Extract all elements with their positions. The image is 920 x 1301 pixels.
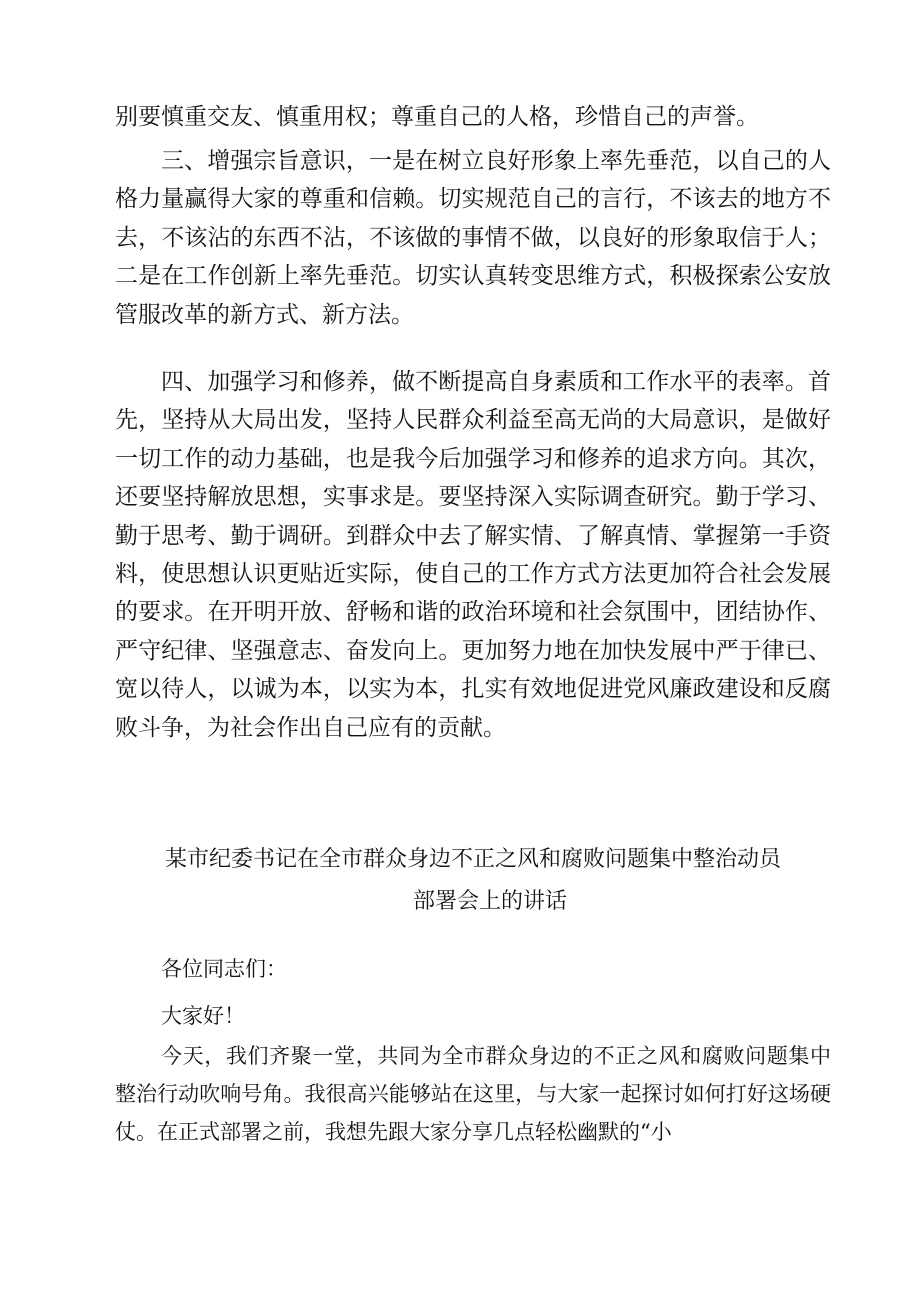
speech-salutation: 各位同志们： — [161, 957, 287, 981]
speech-title-line-1: 某市纪委书记在全市群众身边不正之风和腐败问题集中整治动员 — [164, 847, 781, 872]
paragraph-point-three: 三、增强宗旨意识，一是在树立良好形象上率先垂范，以自己的人格力量赢得大家的尊重和信赖。切实规范自己的言行，不该去的地方不去，不该沾的东西不沾，不该做的事情不做，以良好的形象取信于人；二是在工作创新上率先垂范。切实认真转变思维方式，积极探索公安放管服改革的新方式、新方法。 — [115, 148, 831, 328]
speech-opening-paragraph: 今天，我们齐聚一堂，共同为全市群众身边的不正之风和腐败问题集中整治行动吹响号角。我很高兴能够站在这里，与大家一起探讨如何打好这场硬仗。在正式部署之前，我想先跟大家分享几点轻松幽默的“小 — [115, 1044, 831, 1144]
speech-greeting: 大家好！ — [161, 1004, 245, 1028]
speech-title-line-2: 部署会上的讲话 — [412, 889, 567, 914]
paragraph-point-four: 四、加强学习和修养，做不断提高自身素质和工作水平的表率。首先，坚持从大局出发，坚持人民群众利益至高无尚的大局意识，是做好一切工作的动力基础，也是我今后加强学习和修养的追求方向。其次，还要坚持解放思想，实事求是。要坚持深入实际调查研究。勤于学习、勤于思考、勤于调研。到群众中去了解实情、了解真情、掌握第一手资料，使思想认识更贴近实际，使自己的工作方式方法更加符合社会发展的要求。在开明开放、舒畅和谐的政治环境和社会氛围中，团结协作、严守纪律、坚强意志、奋发向上。更加努力地在加快发展中严于律已、宽以待人，以诚为本，以实为本，扎实有效地促进党风廉政建设和反腐败斗争，为社会作出自己应有的贡献。 — [115, 369, 831, 741]
paragraph-continuation: 别要慎重交友、慎重用权；尊重自己的人格，珍惜自己的声誉。 — [115, 104, 759, 130]
